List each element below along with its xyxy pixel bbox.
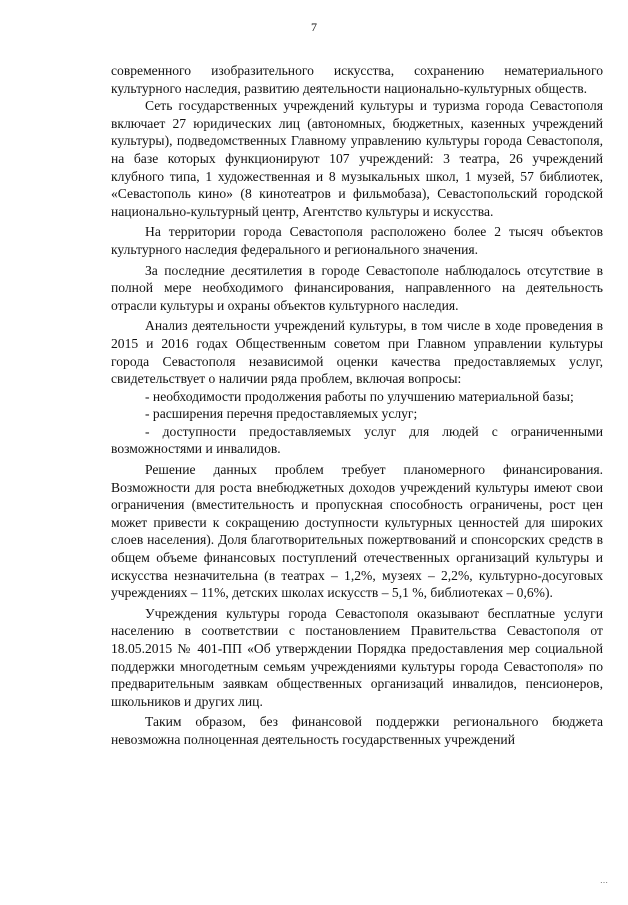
list-item-accessibility: - доступности предоставляемых услуг для людей с ограниченными возможностями и инвалидов.	[111, 423, 603, 457]
paragraph-heritage-objects: На территории города Севастополя расположено более 2 тысяч объектов культурного наследия федерального и регионального значения.	[111, 224, 603, 257]
paragraph-free-services: Учреждения культуры города Севастополя оказывают бесплатные услуги населению в соответствии с постановлением Правительства Севастополя от 18.05.2015 № 401-ПП «Об утверждении Порядка предоставления мер социальной поддержки многодетным семьям учреждениями культуры города Севастополя» по предварительным заявкам общественных организаций инвалидов, пенсионеров, школьников и других лиц.	[111, 605, 603, 709]
paragraph-conclusion: Таким образом, без финансовой поддержки регионального бюджета невозможна полноценная деятельность государственных учреждений	[111, 714, 603, 747]
paragraph-institutions-network: Сеть государственных учреждений культуры и туризма города Севастополя включает 27 юридических лиц (автономных, бюджетных, казенных учреждений культуры), подведомственных Главному управлению культуры города Севастополя, на базе которых функционируют 107 учреждений: 3 театра, 26 учреждений клубного типа, 1 художественная и 8 музыкальных школ, 1 музей, 57 библиотек, «Севастополь кино» (8 кинотеатров и фильмобаза), Севастопольский городской национально-культурный центр, Агентство культуры и искусства.	[111, 98, 603, 219]
document-body	[111, 62, 603, 749]
scan-mark: …	[600, 876, 608, 885]
paragraph-funding-shortage: За последние десятилетия в городе Севастополе наблюдалось отсутствие в полной мере необходимого финансирования, направленного на деятельность отрасли культуры и охраны объектов культурного наследия.	[111, 262, 603, 313]
list-item-services-expansion: - расширения перечня предоставляемых услуг;	[145, 406, 418, 422]
list-item-material-base: - необходимости продолжения работы по улучшению материальной базы;	[145, 388, 574, 404]
paragraph-financing-solution: Решение данных проблем требует планомерного финансирования. Возможности для роста внебюджетных доходов учреждений культуры имеют свои ограничения (вместительность и пропускная способность ограничены, рост цен может привести к сокращению доступности культурных ценностей для широких слоев населения). Доля благотворительных пожертвований и спонсорских средств в общем объеме финансовых поступлений отечественных организаций культуры и искусства незначительна (в театрах – 1,2%, музеях – 2,2%, культурно-досуговых учреждениях – 11%, детских школах искусств – 5,1 %, библиотеках – 0,6%).	[111, 462, 603, 601]
paragraph-continuation: современного изобразительного искусства, сохранению нематериального культурного наследия, развитию деятельности национально-культурных обществ.	[111, 63, 603, 96]
paragraph-analysis: Анализ деятельности учреждений культуры, в том числе в ходе проведения в 2015 и 2016 годах Общественным советом при Главном управлении культуры города Севастополя независимой оценки качества предоставляемых услуг, свидетельствует о наличии ряда проблем, включая вопросы:	[111, 318, 603, 387]
page-number: 7	[311, 20, 317, 34]
